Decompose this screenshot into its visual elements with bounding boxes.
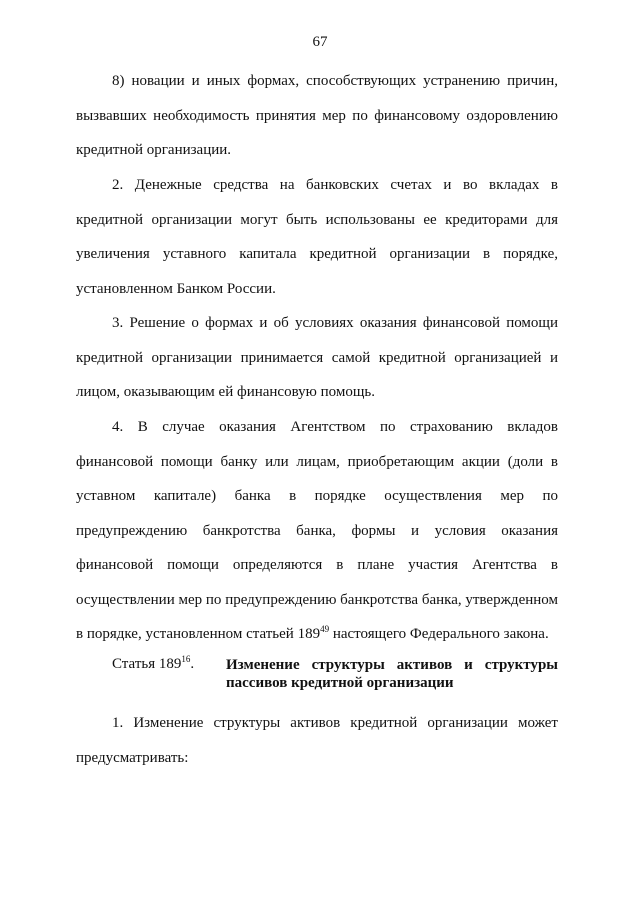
article-label-suffix: . [190, 656, 195, 672]
paragraph-4-text-end: настоящего Федерального закона. [329, 626, 549, 642]
article-title: Изменение структуры активов и структуры пассивов кредитной организации [226, 657, 558, 691]
paragraph-4-text: 4. В случае оказания Агентством по страхованию вкладов финансовой помощи банку или лицам, приобретающим акции (доли в уставном капитале) банка в порядке осуществления мер по предупреждению банкротства банка, формы и условия оказания финансовой помощи определяются в плане участия Агентства в осуществлении мер по предупреждению банкротства банка, утвержденном в порядке, установленном статьей 189 [76, 419, 558, 642]
article-reference-superscript: 49 [320, 624, 330, 634]
paragraph-2: 2. Денежные средства на банковских счетах и во вкладах в кредитной организации могут быть использованы ее кредиторами для увеличения уставного капитала кредитной организации в порядке, установленном Банком России. [76, 177, 558, 297]
article-label-superscript: 16 [181, 654, 191, 664]
paragraph-4 [76, 410, 558, 652]
article-label: Статья 189 [112, 656, 182, 672]
article-number [112, 656, 194, 673]
page-number: 67 [312, 34, 328, 50]
paragraph-article-1: 1. Изменение структуры активов кредитной организации может предусматривать: [76, 715, 558, 766]
paragraph-3: 3. Решение о формах и об условиях оказания финансовой помощи кредитной организации принимается самой кредитной организацией и лицом, оказывающим ей финансовую помощь. [76, 315, 558, 400]
paragraph-item-8: 8) новации и иных формах, способствующих устранению причин, вызвавших необходимость принятия мер по финансовому оздоровлению кредитной организации. [76, 73, 558, 158]
